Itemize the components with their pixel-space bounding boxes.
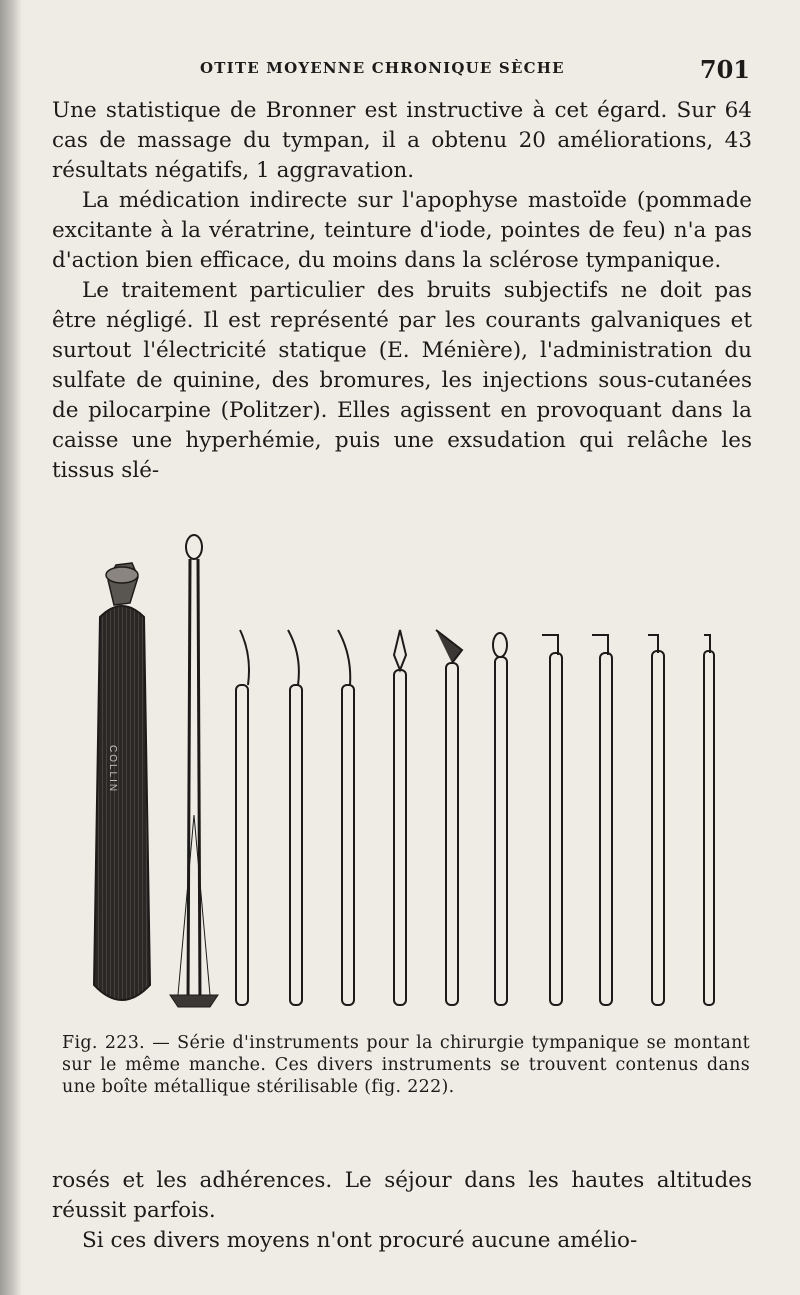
instrument-tip-4: [394, 630, 406, 1005]
instrument-handle: [94, 563, 150, 1000]
instrument-illustration: [70, 525, 750, 1025]
page-number: 701: [699, 55, 750, 84]
page-binding-shadow: [0, 0, 22, 1295]
body-text-top: [52, 96, 752, 486]
handle-inscription: COLLIN: [107, 745, 118, 794]
paragraph: La médication indirecte sur l'apophyse mastoïde (pommade excitante à la vératrine, teinture d'iode, pointes de feu) n'a pas d'action bien efficace, du moins dans la sclérose tympanique.: [52, 188, 752, 273]
instrument-tip-8: [592, 635, 612, 1005]
body-text-bottom: [52, 1166, 752, 1256]
paragraph: Si ces divers moyens n'ont procuré aucune amélio-: [82, 1228, 638, 1253]
instrument-tip-2: [288, 630, 302, 1005]
instrument-figure: [70, 525, 750, 1025]
running-title: OTITE MOYENNE CHRONIQUE SÈCHE: [200, 59, 565, 77]
instrument-tip-6: [493, 633, 507, 1005]
paragraph: Le traitement particulier des bruits subjectifs ne doit pas être négligé. Il est représenté par les courants galvaniques et surtout l'électricité statique (E. Ménière), l'administration du sulfate de quinine, des bromures, les injections sous-cutanées de pilocarpine (Politzer). Elles agissent en provoquant dans la caisse une hyperhémie, puis une exsudation qui relâche les tissus slé-: [52, 278, 752, 483]
instrument-tip-1: [236, 630, 249, 1005]
paragraph: rosés et les adhérences. Le séjour dans les hautes altitudes réussit parfois.: [52, 1168, 752, 1223]
instrument-rod: [170, 535, 218, 1007]
instrument-tip-3: [338, 630, 354, 1005]
paragraph: Une statistique de Bronner est instructive à cet égard. Sur 64 cas de massage du tympan, il a obtenu 20 améliorations, 43 résultats négatifs, 1 aggravation.: [52, 98, 752, 183]
instrument-tip-9: [648, 635, 664, 1005]
instrument-tip-5: [436, 630, 462, 1005]
figure-caption: Fig. 223. — Série d'instruments pour la chirurgie tympanique se montant sur le même manche. Ces divers instruments se trouvent contenus dans une boîte métallique stérilisable (fig. 222).: [62, 1033, 750, 1097]
page-header: [60, 55, 760, 87]
instrument-tip-7: [542, 635, 562, 1005]
instrument-tip-10: [704, 635, 714, 1005]
